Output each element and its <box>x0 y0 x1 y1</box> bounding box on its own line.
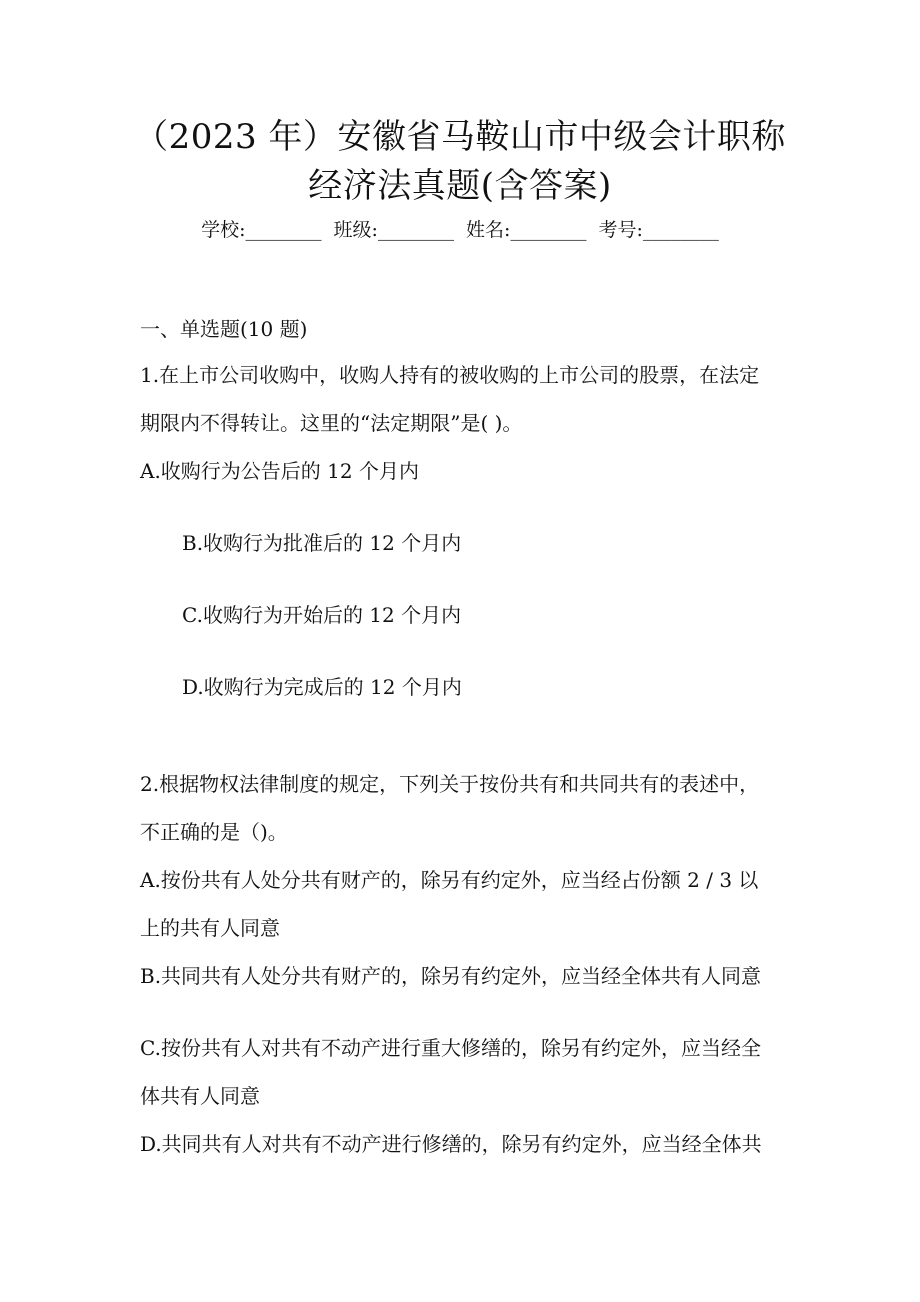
question-2-stem-line-1: 2.根据物权法律制度的规定，下列关于按份共有和共同共有的表述中， <box>140 772 760 796</box>
question-2-option-d-line-1: D.共同共有人对共有不动产进行修缮的，除另有约定外，应当经全体共 <box>140 1132 762 1156</box>
question-2-option-c-line-2: 体共有人同意 <box>140 1084 260 1108</box>
document-title-line-2: 经济法真题(含答案) <box>308 166 612 206</box>
question-1-option-b: B.收购行为批准后的 12 个月内 <box>182 531 462 555</box>
question-2-option-a-line-2: 上的共有人同意 <box>140 916 280 940</box>
section-heading: 一、单选题(10 题) <box>140 317 308 341</box>
question-2-option-b: B.共同共有人处分共有财产的，除另有约定外，应当经全体共有人同意 <box>140 964 762 988</box>
question-1-stem-line-1: 1.在上市公司收购中，收购人持有的被收购的上市公司的股票，在法定 <box>140 363 760 387</box>
question-2-stem-line-2: 不正确的是（)。 <box>140 820 288 844</box>
question-2-option-a-line-1: A.按份共有人处分共有财产的，除另有约定外，应当经占份额 2 / 3 以 <box>140 868 759 892</box>
question-1-option-a: A.收购行为公告后的 12 个月内 <box>140 459 419 483</box>
question-1-option-d: D.收购行为完成后的 12 个月内 <box>182 675 462 699</box>
question-1-stem-line-2: 期限内不得转让。这里的“法定期限”是( )。 <box>140 411 523 435</box>
question-2-option-c-line-1: C.按份共有人对共有不动产进行重大修缮的，除另有约定外，应当经全 <box>140 1036 761 1060</box>
student-info-line: 学校:________ 班级:________ 姓名:________ 考号:________ <box>201 219 719 241</box>
question-1-option-c: C.收购行为开始后的 12 个月内 <box>182 603 462 627</box>
document-title-line-1: （2023 年）安徽省马鞍山市中级会计职称 <box>134 117 786 157</box>
